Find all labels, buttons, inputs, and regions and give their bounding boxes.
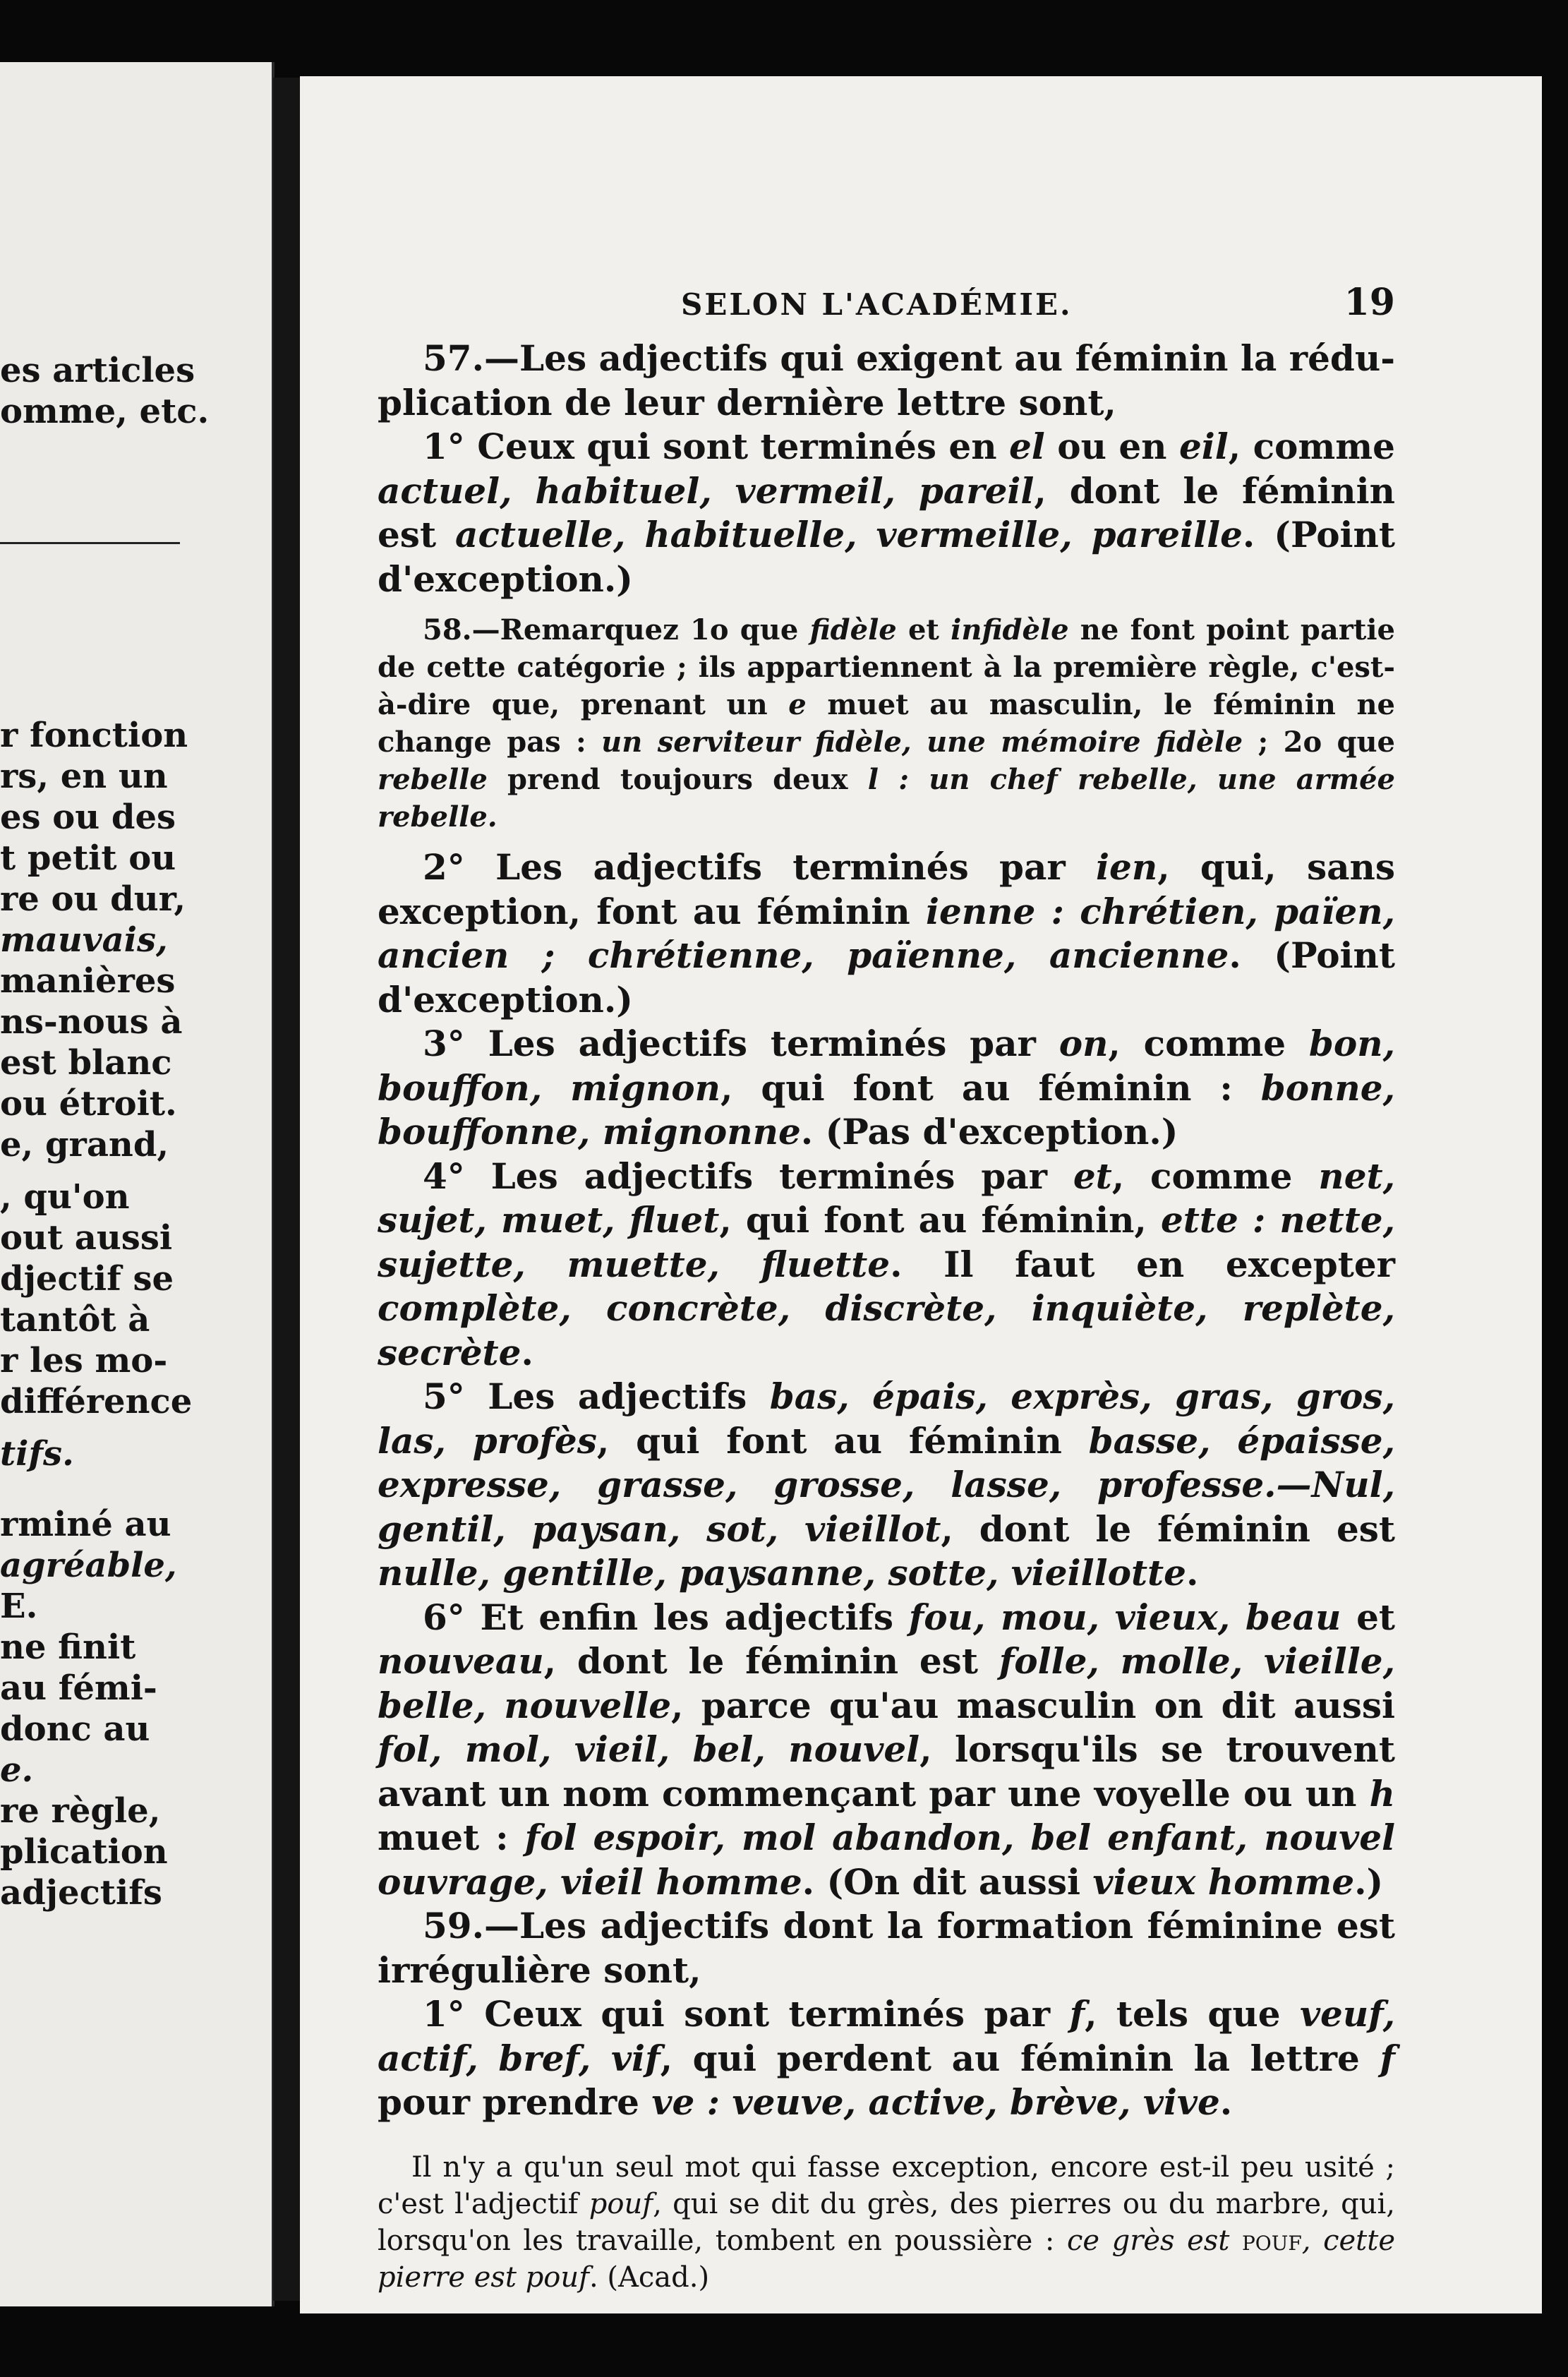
- left-page-line: E.: [0, 1587, 38, 1626]
- left-page-line: , qu'on: [0, 1177, 130, 1217]
- italic-run: fidèle: [809, 613, 897, 646]
- italic-run: actuelle, habituelle, vermeille, pareille: [455, 514, 1243, 555]
- left-page-line: re ou dur,: [0, 879, 186, 919]
- remark-58: 58.—Remarquez 1o que fidèle et infidèle ne font point partie de cette catégorie ; ils appartiennent à la première règle, c'est-à-dire que, prenant un e muet au masculin, le féminin ne change pas : un serviteur fidèle, une mémoire fidèle ; 2o que rebelle prend toujours deux l : un chef rebelle, une armée rebelle.: [378, 613, 1395, 834]
- italic-run: actuel, habituel, vermeil, pareil: [378, 469, 1035, 512]
- left-page-line: est blanc: [0, 1043, 172, 1083]
- left-page-line: omme, etc.: [0, 392, 210, 431]
- italic-run: bas, épais, exprès, gras, gros, las, profès: [378, 1376, 1395, 1462]
- left-page-line: rs, en un: [0, 757, 168, 796]
- left-page-line: re règle,: [0, 1791, 161, 1831]
- left-page-line: manières: [0, 961, 176, 1001]
- left-page-line: out aussi: [0, 1218, 173, 1258]
- right-page: [300, 76, 1542, 2313]
- left-page-line: ou étroit.: [0, 1084, 177, 1124]
- italic-run: nouveau: [378, 1640, 544, 1682]
- left-page-line: adjectifs: [0, 1873, 162, 1913]
- left-page-line: ne finit: [0, 1627, 136, 1667]
- italic-run: folle, molle, vieille, belle, nouvelle: [378, 1640, 1396, 1726]
- footnote-pouf: Il n'y a qu'un seul mot qui fasse exception, encore est-il peu usité ; c'est l'adjectif pouf, qui se dit du grès, des pierres ou du marbre, qui, lorsqu'on les travaille, tombent en poussière : ce grès est pouf, cette pierre est pouf. (Acad.): [378, 2150, 1395, 2294]
- left-page-line: mauvais,: [0, 920, 168, 960]
- italic-run: ienne : chrétien, païen, ancien ; chrétienne, païenne, ancienne: [378, 890, 1395, 976]
- italic-run: et: [1073, 1155, 1112, 1197]
- italic-run: nulle, gentille, paysanne, sotte, vieillotte: [378, 1552, 1186, 1594]
- left-page-line: différence: [0, 1382, 193, 1421]
- left-page-line: r fonction: [0, 716, 188, 755]
- italic-run: bonne, bouffonne, mignonne: [378, 1066, 1395, 1153]
- italic-run: on: [1059, 1023, 1109, 1064]
- italic-run: veuf, actif, bref, vif: [378, 1993, 1395, 2079]
- left-page-line: djectif se: [0, 1259, 174, 1299]
- italic-run: infidèle: [951, 613, 1069, 646]
- running-header: [378, 281, 1395, 324]
- italic-run: net, sujet, muet, fluet: [378, 1155, 1396, 1241]
- italic-run: fou, mou, vieux, beau: [908, 1596, 1341, 1638]
- left-page-line: t petit ou: [0, 838, 176, 878]
- italic-run: e: [788, 688, 807, 721]
- left-page-line: r les mo-: [0, 1341, 168, 1380]
- left-page-line: e.: [0, 1750, 34, 1790]
- italic-run: h: [1369, 1772, 1395, 1815]
- italic-run: complète, concrète, discrète, inquiète, replète, secrète: [378, 1287, 1395, 1373]
- italic-run: ve : veuve, active, brève, vive: [651, 2081, 1220, 2123]
- italic-run: vieux homme: [1092, 1860, 1355, 1903]
- italic-run: ce grès est: [1066, 2224, 1242, 2257]
- section-57-rule-5: 5° Les adjectifs bas, épais, exprès, gras, gros, las, profès, qui font au féminin basse, épaisse, expresse, grasse, grosse, lasse, professe.—Nul, gentil, paysan, sot, vieillot, dont le féminin est nulle, gentille, paysanne, sotte, vieillotte.: [378, 1376, 1396, 1594]
- left-page-line: e, grand,: [0, 1125, 169, 1165]
- italic-run: eil: [1178, 426, 1229, 467]
- section-57-rule-2: 2° Les adjectifs terminés par ien, qui, sans exception, font au féminin ienne : chrétien, païen, ancien ; chrétienne, païenne, ancienne. (Point d'exception.): [378, 846, 1395, 1021]
- section-57-rule-3: 3° Les adjectifs terminés par on, comme bon, bouffon, mignon, qui font au féminin : bonne, bouffonne, mignonne. (Pas d'exception.): [378, 1023, 1395, 1153]
- italic-run: fol espoir, mol abandon, bel enfant, nouvel ouvrage, vieil homme: [378, 1817, 1395, 1903]
- left-page-line: ns-nous à: [0, 1002, 183, 1042]
- text-block: [378, 281, 1395, 2296]
- left-page-line: donc au: [0, 1709, 150, 1749]
- italic-run: pouf: [589, 2187, 653, 2220]
- left-page-line: au fémi-: [0, 1668, 157, 1708]
- left-page-line: agréable,: [0, 1546, 177, 1585]
- left-page-line: rminé au: [0, 1505, 171, 1544]
- left-page-line: es ou des: [0, 798, 176, 837]
- italic-run: basse, épaisse, expresse, grasse, grosse, lasse, professe.—Nul, gentil, paysan, sot, vieillot: [378, 1419, 1396, 1550]
- italic-run: un serviteur fidèle, une mémoire fidèle: [601, 726, 1243, 759]
- section-59-rule-1: 1° Ceux qui sont terminés par f, tels que veuf, actif, bref, vif, qui perdent au féminin la lettre f pour prendre ve : veuve, active, brève, vive.: [378, 1993, 1395, 2123]
- italic-run: ette : nette, sujette, muette, fluette: [378, 1199, 1395, 1285]
- running-head: SELON L'ACADÉMIE.: [681, 287, 1073, 322]
- left-facing-page: [0, 62, 275, 2306]
- italic-run: , cette pierre est pouf: [378, 2224, 1395, 2294]
- italic-run: el: [1008, 426, 1045, 467]
- left-page-line: tifs.: [0, 1434, 74, 1474]
- italic-run: l : un chef rebelle, une armée rebelle.: [378, 763, 1395, 834]
- small-caps-run: pouf: [1241, 2224, 1302, 2257]
- left-page-line: plication: [0, 1832, 168, 1872]
- section-59-intro: 59.—Les adjectifs dont la formation féminine est irrégulière sont,: [378, 1905, 1395, 1991]
- italic-run: f: [1069, 1993, 1085, 2035]
- italic-run: ien: [1096, 846, 1158, 888]
- left-page-line: es articles: [0, 351, 195, 390]
- italic-run: fol, mol, vieil, bel, nouvel: [378, 1728, 920, 1770]
- section-57-rule-1: 1° Ceux qui sont terminés en el ou en eil, comme actuel, habituel, vermeil, pareil, dont le féminin est actuelle, habituelle, vermeille, pareille. (Point d'exception.): [378, 426, 1395, 600]
- left-page-line: tantôt à: [0, 1300, 150, 1340]
- left-page-rule: [0, 542, 180, 544]
- section-57-rule-6: 6° Et enfin les adjectifs fou, mou, vieux, beau et nouveau, dont le féminin est folle, molle, vieille, belle, nouvelle, parce qu'au masculin on dit aussi fol, mol, vieil, bel, nouvel, lorsqu'ils se trouvent avant un nom commençant par une voyelle ou un h muet : fol espoir, mol abandon, bel enfant, nouvel ouvrage, vieil homme. (On dit aussi vieux homme.): [378, 1596, 1396, 1903]
- section-57-rule-4: 4° Les adjectifs terminés par et, comme net, sujet, muet, fluet, qui font au féminin, ette : nette, sujette, muette, fluette. Il faut en excepter complète, concrète, discrète, inquiète, replète, secrète.: [378, 1155, 1396, 1373]
- book-gutter: [273, 78, 300, 2301]
- section-57-intro: 57.—Les adjectifs qui exigent au féminin la réduplication de leur dernière lettre sont,: [378, 337, 1395, 423]
- page-number: 19: [1344, 281, 1395, 324]
- italic-run: f: [1380, 2037, 1395, 2079]
- italic-run: rebelle: [378, 763, 488, 796]
- italic-run: bon, bouffon, mignon: [378, 1023, 1395, 1109]
